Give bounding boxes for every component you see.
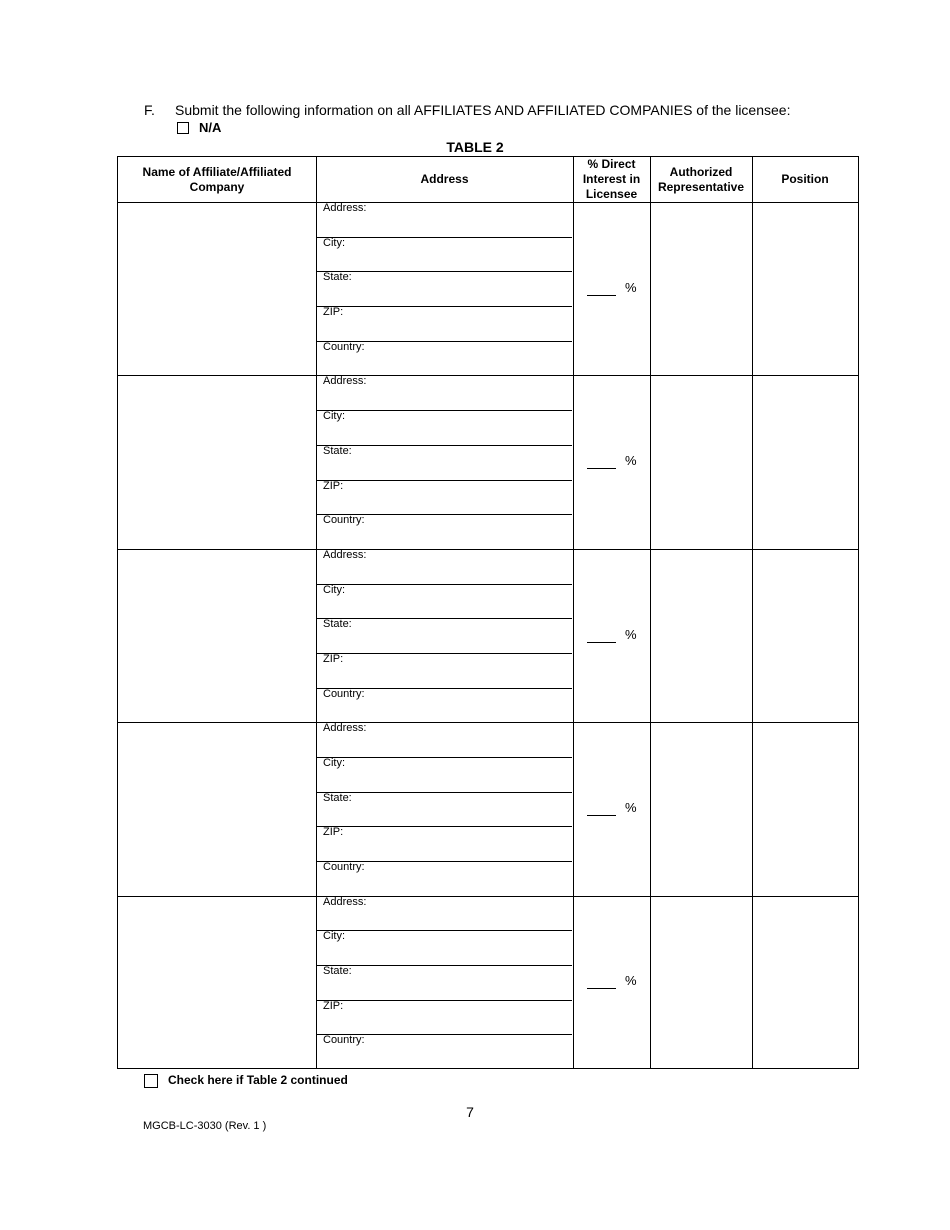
position-cell[interactable] — [752, 549, 858, 722]
address-field-zip-label[interactable]: ZIP: — [323, 826, 344, 839]
affiliate-name-cell[interactable] — [118, 375, 316, 548]
table-continued-checkbox[interactable] — [144, 1074, 158, 1088]
address-field-underline — [316, 965, 572, 966]
header-name: Name of Affiliate/Affiliated Company — [142, 164, 292, 194]
representative-cell[interactable] — [650, 896, 752, 1069]
header-interest: % Direct Interest in Licensee — [582, 157, 641, 201]
affiliate-name-cell[interactable] — [118, 722, 316, 895]
address-field-address-label[interactable]: Address: — [323, 895, 367, 908]
affiliate-name-cell[interactable] — [118, 896, 316, 1069]
address-field-country-label[interactable]: Country: — [323, 687, 365, 700]
address-field-underline — [316, 653, 572, 654]
representative-cell[interactable] — [650, 722, 752, 895]
interest-percent-blank[interactable] — [587, 642, 616, 643]
address-field-underline — [316, 826, 572, 827]
address-field-zip-label[interactable]: ZIP: — [323, 479, 344, 492]
percent-sign: % — [625, 973, 637, 989]
position-cell[interactable] — [752, 722, 858, 895]
address-field-zip-label[interactable]: ZIP: — [323, 306, 344, 319]
table-continued-label: Check here if Table 2 continued — [168, 1073, 348, 1087]
position-cell[interactable] — [752, 202, 858, 375]
percent-sign: % — [625, 453, 637, 469]
address-field-underline — [316, 306, 572, 307]
percent-sign: % — [625, 279, 637, 295]
position-cell[interactable] — [752, 375, 858, 548]
address-field-city-label[interactable]: City: — [323, 930, 345, 943]
affiliate-name-cell[interactable] — [118, 549, 316, 722]
na-label: N/A — [199, 120, 222, 135]
interest-percent-blank[interactable] — [587, 815, 616, 816]
percent-sign: % — [625, 626, 637, 642]
header-position: Position — [781, 172, 829, 186]
address-field-city-label[interactable]: City: — [323, 236, 345, 249]
address-field-underline — [316, 757, 572, 758]
form-id: MGCB-LC-3030 (Rev. 1 ) — [143, 1120, 267, 1132]
representative-cell[interactable] — [650, 202, 752, 375]
header-address: Address — [420, 172, 469, 186]
address-field-underline — [316, 271, 572, 272]
address-field-underline — [316, 792, 572, 793]
address-field-underline — [316, 410, 572, 411]
address-field-address-label[interactable]: Address: — [323, 202, 367, 214]
header-representative: Authorized Representative — [657, 164, 745, 194]
na-checkbox[interactable] — [177, 122, 189, 134]
representative-cell[interactable] — [650, 549, 752, 722]
address-field-state-label[interactable]: State: — [323, 271, 352, 284]
address-field-state-label[interactable]: State: — [323, 618, 352, 631]
table-title: TABLE 2 — [446, 139, 504, 155]
section-instruction: Submit the following information on all AFFILIATES AND AFFILIATED COMPANIES of the licensee: — [175, 102, 791, 118]
address-field-state-label[interactable]: State: — [323, 965, 352, 977]
address-field-country-label[interactable]: Country: — [323, 514, 365, 527]
address-field-address-label[interactable]: Address: — [323, 548, 367, 561]
address-field-underline — [316, 1000, 572, 1001]
interest-percent-blank[interactable] — [587, 295, 616, 296]
address-field-underline — [316, 584, 572, 585]
interest-percent-blank[interactable] — [587, 988, 616, 989]
address-field-zip-label[interactable]: ZIP: — [323, 999, 344, 1012]
address-field-state-label[interactable]: State: — [323, 791, 352, 804]
percent-sign: % — [625, 799, 637, 815]
address-field-city-label[interactable]: City: — [323, 583, 345, 596]
address-field-city-label[interactable]: City: — [323, 410, 345, 423]
column-divider — [316, 157, 317, 1068]
address-field-city-label[interactable]: City: — [323, 756, 345, 769]
address-field-zip-label[interactable]: ZIP: — [323, 652, 344, 665]
position-cell[interactable] — [752, 896, 858, 1069]
address-field-country-label[interactable]: Country: — [323, 861, 365, 873]
address-field-address-label[interactable]: Address: — [323, 722, 367, 735]
address-field-underline — [316, 930, 572, 931]
affiliates-table — [117, 156, 859, 1069]
address-field-country-label[interactable]: Country: — [323, 1034, 365, 1047]
section-letter: F. — [144, 102, 155, 118]
interest-percent-blank[interactable] — [587, 468, 616, 469]
address-field-underline — [316, 237, 572, 238]
column-divider — [573, 157, 574, 1068]
address-field-underline — [316, 480, 572, 481]
address-field-country-label[interactable]: Country: — [323, 340, 365, 353]
address-field-underline — [316, 445, 572, 446]
page-number: 7 — [466, 1104, 474, 1120]
address-field-underline — [316, 618, 572, 619]
address-field-address-label[interactable]: Address: — [323, 375, 367, 388]
representative-cell[interactable] — [650, 375, 752, 548]
affiliate-name-cell[interactable] — [118, 202, 316, 375]
address-field-state-label[interactable]: State: — [323, 444, 352, 457]
